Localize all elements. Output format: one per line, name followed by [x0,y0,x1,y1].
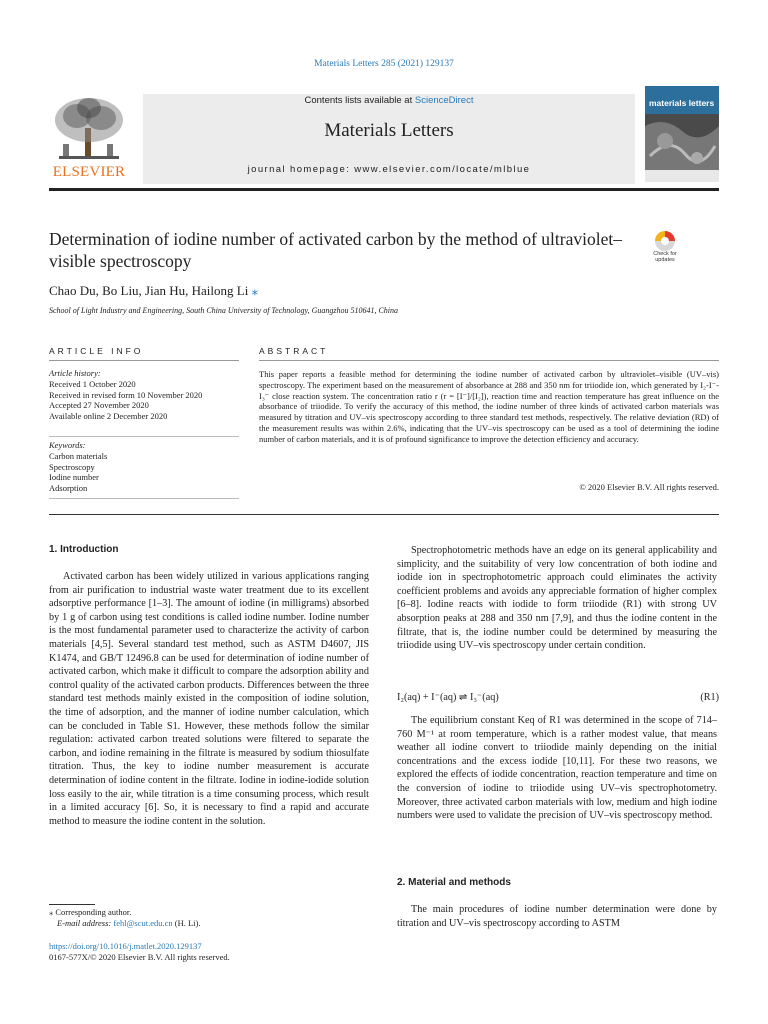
corresponding-note: ⁎ Corresponding author. [49,907,132,917]
publisher-name: ELSEVIER [52,164,126,180]
abstract-text: This paper reports a feasible method for determining the iodine number of activated carbon by ultraviolet–visible (UV–vis) spectroscopy. The experiment based on the measurement of absorbance at 288 and 350 nm for triiodide ion, which generated by I₂-I⁻-I₃⁻ close reaction system. The concentration ratio r (r = [I⁻]/[I₂]), reaction time and reaction temperature has great influence on the absorbance of triiodide. To verify the accuracy of this method, the iodine number of three kinds of activated carbon materials was measured by titration and UV–vis spectroscopy according to three standard test methods, respectively. The relative deviation (RD) of the measurement results was within 2.6%, indicating that the UV–vis spectroscopy can be used as a tool of determining the iodine number of carbon materials, and it is of profound significance to improve the detection efficiency and accuracy. [259,369,719,444]
divider [49,436,239,437]
sciencedirect-link[interactable]: ScienceDirect [414,95,474,106]
crossmark-label[interactable]: Check for updates [653,251,677,263]
right-column-paragraph [397,903,717,930]
contents-line [143,95,635,106]
corresponding-author-mark[interactable]: ⁎ [251,283,259,298]
divider [259,360,719,361]
cover-title: materials letters [649,98,715,108]
author-affiliation: School of Light Industry and Engineering, South China University of Technology, Guangzhou 510641, China [49,306,399,315]
author-list [49,283,258,299]
keyword-item: Spectroscopy [49,461,95,472]
email-link[interactable]: fehl@scut.edu.cn [113,918,173,928]
journal-title: Materials Letters [324,120,454,141]
issn-line: 0167-577X/© 2020 Elsevier B.V. All rights reserved. [49,952,230,962]
history-item: Received 1 October 2020 [49,378,136,389]
right-column-paragraph [397,714,717,823]
section-heading-introduction: 1. Introduction [49,544,119,555]
left-column [49,570,369,828]
email-label: E-mail address: [57,918,114,928]
keyword-item: Adsorption [49,483,88,494]
abstract-copyright: © 2020 Elsevier B.V. All rights reserved. [579,482,719,492]
contents-prefix: Contents lists available at [304,95,415,106]
email-suffix: (H. Li). [172,918,201,928]
keywords-label: Keywords: [49,440,86,450]
journal-citation[interactable]: Materials Letters 285 (2021) 129137 [314,59,454,69]
email-line [49,918,201,929]
keywords-list [49,440,239,494]
footnote [49,907,201,929]
article-title: Determination of iodine number of activated carbon by the method of ultraviolet–visible spectroscopy [49,229,622,271]
keyword-item: Iodine number [49,472,99,483]
history-item: Available online 2 December 2020 [49,411,168,422]
history-item: Received in revised form 10 November 2020 [49,389,203,400]
history-item: Accepted 27 November 2020 [49,400,149,411]
doi-link[interactable]: https://doi.org/10.1016/j.matlet.2020.129137 [49,941,202,951]
methods-paragraph: The main procedures of iodine number determination were done by titration and UV–vis spectroscopy according to ASTM [397,904,717,929]
abstract-heading: ABSTRACT [259,346,329,356]
equation-r1 [397,692,719,703]
equation-label: (R1) [700,692,719,703]
section-divider [49,514,719,515]
equilibrium-paragraph: The equilibrium constant Keq of R1 was determined in the scope of 714–760 M⁻¹ at room temperature, which is a rather modest value, that means weather all iodine convert to triiodide mainly depending on the initial concentrations and the excess iodide [10,11]. For these two reasons, we explored the effects of iodide concentration, reaction temperature and time on the conversion of iodine to triiodide using UV–vis spectrophotometry. Moreover, three activated carbon materials with low, medium and high iodine numbers were used to validate the precision of UV–vis spectroscopy method. [397,715,717,822]
journal-cover-image[interactable] [645,86,719,182]
article-info-heading: ARTICLE INFO [49,346,144,356]
journal-homepage[interactable]: journal homepage: www.elsevier.com/locate/mlblue [247,164,531,175]
section-heading-methods: 2. Material and methods [397,877,511,888]
right-column-paragraph [397,544,717,653]
divider [49,498,239,499]
article-history [49,368,239,422]
footnote-rule [49,904,95,905]
masthead-rule [49,188,719,191]
intro-paragraph: Activated carbon has been widely utilized in various applications ranging from air purification to industrial waste water treatment due to its excellent adsorptive performance [1–3]. The amount of iodine (in milligrams) absorbed by 1 g of carbon using test conditions is called iodine number. Iodine number is the most fundamental parameter used to characterize the activity of carbon materials [4,5]. Several standard test method, such as ASTM D4607, JIS K1474, and GB/T 12496.8 can be used for determination of iodine number of activated carbon, which make it difficult to compare the adsorption ability and control quality of the activated carbon products. Differences between the three standard test methods mainly existed in the composition of iodine solution, the time of adsorption, and the manner of iodine number calculation, which can be concluded in Table S1. However, these methods follow the similar regulation: activated carbon treated solutions were filtered to separate the carbon, and iodine remaining in the filtrate is measured by sodium thiosulfate titration. Thus, the key to iodine number measurement is accurate determination of iodine content in the filtrate. Iodine in iodine-iodide solution loss easily to the air, while titration is a time consuming process, which result in a limited accuracy [6]. So, it is necessary to find a rapid and accurate method to measure the iodine content in the solution. [49,571,369,827]
equation-text: I₂(aq) + I⁻(aq) ⇌ I₃⁻(aq) [397,692,499,703]
divider [49,360,239,361]
history-label: Article history: [49,368,101,378]
spectro-paragraph: Spectrophotometric methods have an edge on its general applicability and simplicity, and the suitability of very low concentration of both iodine and iodide ion in spectrophotometric approach could eliminates the activity coefficient problems and avoids any appreciable formation of higher complex [6–8]. Iodine reacts with iodide to form triiodide (R1) with strong UV absorption peaks at 288 and 350 nm [7,9], and thus the iodine content in the filtrate, that is, the iodine number could be determined by measuring the triiodide using UV–vis spectroscopy under certain condition. [397,545,717,652]
keyword-item: Carbon materials [49,450,108,461]
doi-block [49,941,230,963]
authors-text: Chao Du, Bo Liu, Jian Hu, Hailong Li [49,283,249,298]
